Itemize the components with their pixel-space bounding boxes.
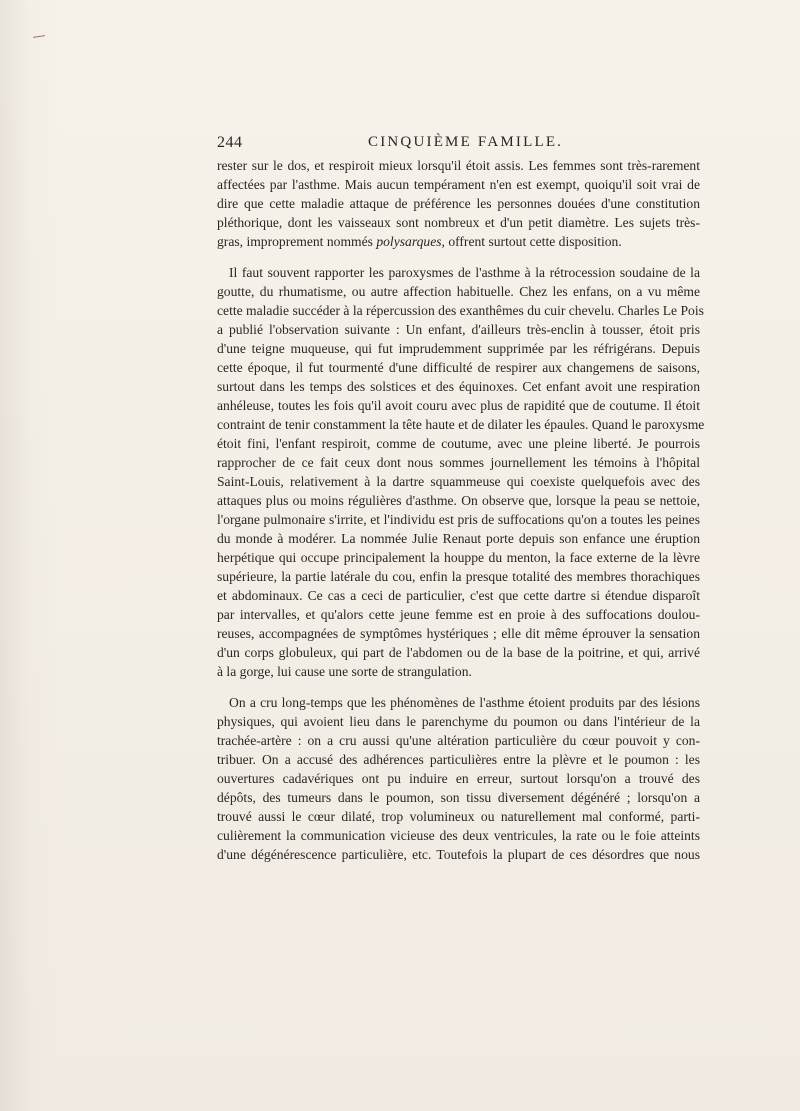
text-line: l'organe pulmonaire s'irrite, et l'individu est pris de suffocations qu'on a toutes les peines (217, 512, 700, 527)
text-line: dire que cette maladie attaque de préférence les personnes douées d'une constitution (217, 196, 700, 211)
text-line: par intervalles, et qu'alors cette jeune femme est en proie à des suffocations doulou- (217, 607, 700, 622)
text-line: Il faut souvent rapporter les paroxysmes de l'asthme à la rétrocession soudaine de la (229, 265, 700, 280)
text-line: cette maladie succéder à la répercussion des exanthêmes du cuir chevelu. Charles Le Pois (217, 303, 704, 318)
page-number: 244 (217, 134, 243, 151)
paragraph-1 (217, 156, 700, 251)
text-line: a publié l'observation suivante : Un enfant, d'ailleurs très-enclin à tousser, étoit pris (217, 322, 700, 337)
body-text (217, 156, 705, 864)
text-line: dépôts, des tumeurs dans le poumon, son tissu diversement dégénéré ; lorsqu'on a (217, 790, 700, 805)
text-line: Saint-Louis, relativement à la dartre squammeuse qui coexiste quelquefois avec des (217, 474, 700, 489)
text-line: supérieure, la partie latérale du cou, enfin la presque totalité des membres thorachiques (217, 569, 700, 584)
text-line: reuses, accompagnées de symptômes hystériques ; elle dit même éprouver la sensation (217, 626, 700, 641)
text-line: étoit fini, l'enfant respiroit, comme de coutume, avec une pleine liberté. Je pourrois (217, 436, 700, 451)
text-line: culièrement la communication vicieuse des deux ventricules, la rate ou le foie atteints (217, 828, 700, 843)
text-line: pléthorique, dont les vaisseaux sont nombreux et d'un petit diamètre. Les sujets très- (217, 215, 700, 230)
text-line: contraint de tenir constamment la tête haute et de dilater les épaules. Quand le paroxysme (217, 417, 705, 432)
text-line: d'une dégénérescence particulière, etc. Toutefois la plupart de ces désordres que nous (217, 847, 700, 862)
paragraph-2 (217, 263, 705, 681)
page-header (217, 134, 704, 158)
text-line: trouvé aussi le cœur dilaté, trop volumineux ou naturellement mal conformé, parti- (217, 809, 700, 824)
text-line (217, 232, 700, 251)
text-line: cette époque, il fut tourmenté d'une difficulté de respirer aux changemens de saisons, (217, 360, 700, 375)
text-line: anhéleuse, toutes les fois qu'il avoit couru avec plus de rapidité que de coutume. Il étoit (217, 398, 700, 413)
text-line: rester sur le dos, et respiroit mieux lorsqu'il étoit assis. Les femmes sont très-rarement (217, 158, 700, 173)
text-line: tribuer. On a accusé des adhérences particulières entre la plèvre et le poumon : les (217, 752, 700, 767)
text-run: offrent surtout cette disposition. (444, 234, 622, 249)
text-line: surtout dans les temps des solstices et des équinoxes. Cet enfant avoit une respiration (217, 379, 700, 394)
text-line: du monde à modérer. La nommée Julie Renaut porte depuis son enfance une éruption (217, 531, 700, 546)
text-line: et abdominaux. Ce cas a ceci de particulier, c'est que cette dartre si étendue disparoît (217, 588, 700, 603)
text-line: trachée-artère : on a cru aussi qu'une altération particulière du cœur pouvoit y con- (217, 733, 700, 748)
margin-mark (33, 35, 45, 38)
italic-term: polysarques, (376, 234, 445, 249)
text-line: d'une teigne muqueuse, qui fut imprudemment supprimée par les réfrigérans. Depuis (217, 341, 700, 356)
text-line: rapprocher de ce fait ceux dont nous sommes journellement les témoins à l'hôpital (217, 455, 700, 470)
text-line: attaques plus ou moins régulières d'asthme. On observe que, lorsque la peau se nettoie, (217, 493, 700, 508)
paragraph-3 (217, 693, 700, 864)
text-line: herpétique qui occupe principalement la houppe du menton, la face externe de la lèvre (217, 550, 700, 565)
text-line: à la gorge, lui cause une sorte de strangulation. (217, 664, 472, 679)
text-line: On a cru long-temps que les phénomènes de l'asthme étoient produits par des lésions (229, 695, 700, 710)
text-run: gras, improprement nommés (217, 234, 377, 249)
text-line: goutte, du rhumatisme, ou autre affection habituelle. Chez les enfans, on a vu même (217, 284, 700, 299)
text-line: d'un corps globuleux, qui part de l'abdomen ou de la base de la poitrine, et qui, arrivé (217, 645, 700, 660)
text-line: ouvertures cadavériques ont pu induire en erreur, surtout lorsqu'on a trouvé des (217, 771, 700, 786)
text-line: physiques, qui avoient lieu dans le parenchyme du poumon ou dans l'intérieur de la (217, 714, 700, 729)
running-title: CINQUIÈME FAMILLE. (368, 134, 564, 150)
text-line: affectées par l'asthme. Mais aucun tempérament n'en est exempt, quoiqu'il soit vrai de (217, 177, 700, 192)
